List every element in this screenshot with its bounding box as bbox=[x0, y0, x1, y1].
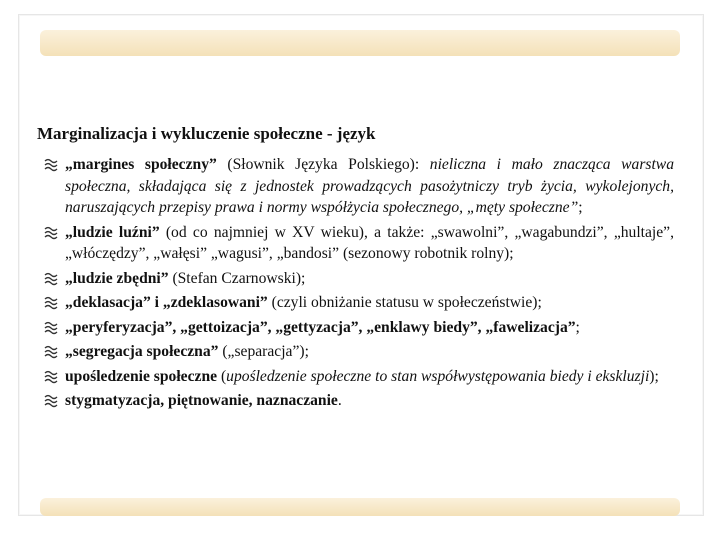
wavy-bullet-icon bbox=[44, 321, 59, 335]
bullet-text: ; bbox=[575, 318, 580, 336]
bullet-item bbox=[44, 366, 674, 388]
bullet-term: „margines społeczny” bbox=[65, 156, 217, 173]
wavy-bullet-icon bbox=[44, 272, 59, 286]
bullet-list bbox=[44, 154, 674, 415]
decorative-bottom-strip bbox=[40, 498, 680, 516]
bullet-term: „ludzie luźni” bbox=[65, 223, 160, 241]
wavy-bullet-icon bbox=[44, 296, 59, 310]
bullet-item bbox=[44, 317, 674, 339]
bullet-text-tail: ; bbox=[578, 199, 583, 216]
bullet-term: stygmatyzacja, piętnowanie, naznaczanie bbox=[65, 392, 338, 409]
bullet-definition: upośledzenie społeczne to stan współwystępowania biedy i ekskluzji bbox=[226, 367, 650, 385]
bullet-text: (Stefan Czarnowski); bbox=[168, 269, 306, 287]
wavy-bullet-icon bbox=[44, 158, 59, 172]
bullet-item bbox=[44, 390, 674, 412]
bullet-item bbox=[44, 341, 674, 363]
bullet-term: „ludzie zbędni” bbox=[65, 269, 169, 287]
bullet-text-tail: ); bbox=[649, 367, 659, 385]
wavy-bullet-icon bbox=[44, 394, 59, 408]
bullet-item bbox=[44, 222, 674, 265]
decorative-top-strip bbox=[40, 30, 680, 56]
bullet-text: ( bbox=[217, 367, 227, 385]
slide-title: Marginalizacja i wykluczenie społeczne - język bbox=[37, 124, 376, 143]
bullet-text: . bbox=[337, 392, 342, 409]
wavy-bullet-icon bbox=[44, 345, 59, 359]
wavy-bullet-icon bbox=[44, 370, 59, 384]
bullet-item bbox=[44, 268, 674, 290]
bullet-item bbox=[44, 154, 674, 219]
bullet-term: „segregacja społeczna” bbox=[65, 343, 219, 360]
bullet-text: (od co najmniej w XV wieku), a także: „swawolni”, „wagabundzi”, „hultaje”, „włóczędzy”, „wałęsi” „wagusi”, „bandosi” (sezonowy robotnik rolny); bbox=[65, 223, 674, 262]
bullet-text: (Słownik Języka Polskiego): bbox=[216, 156, 430, 173]
bullet-term: „peryferyzacja”, „gettoizacja”, „gettyzacja”, „enklawy biedy”, „fawelizacja” bbox=[65, 318, 576, 336]
bullet-text: (czyli obniżanie statusu w społeczeństwie); bbox=[267, 294, 542, 311]
bullet-definition: nieliczna i mało znacząca warstwa społeczna, składająca się z jednostek prowadzących pasożytniczy tryb życia, wykolejonych, naruszających przepisy prawa i normy współżycia społecznego, „męty społeczne” bbox=[65, 156, 674, 216]
bullet-term: „deklasacja” i „zdeklasowani” bbox=[65, 294, 268, 311]
bullet-text: („separacja”); bbox=[218, 343, 309, 360]
wavy-bullet-icon bbox=[44, 226, 59, 240]
bullet-item bbox=[44, 292, 674, 314]
bullet-term: upośledzenie społeczne bbox=[65, 367, 218, 385]
